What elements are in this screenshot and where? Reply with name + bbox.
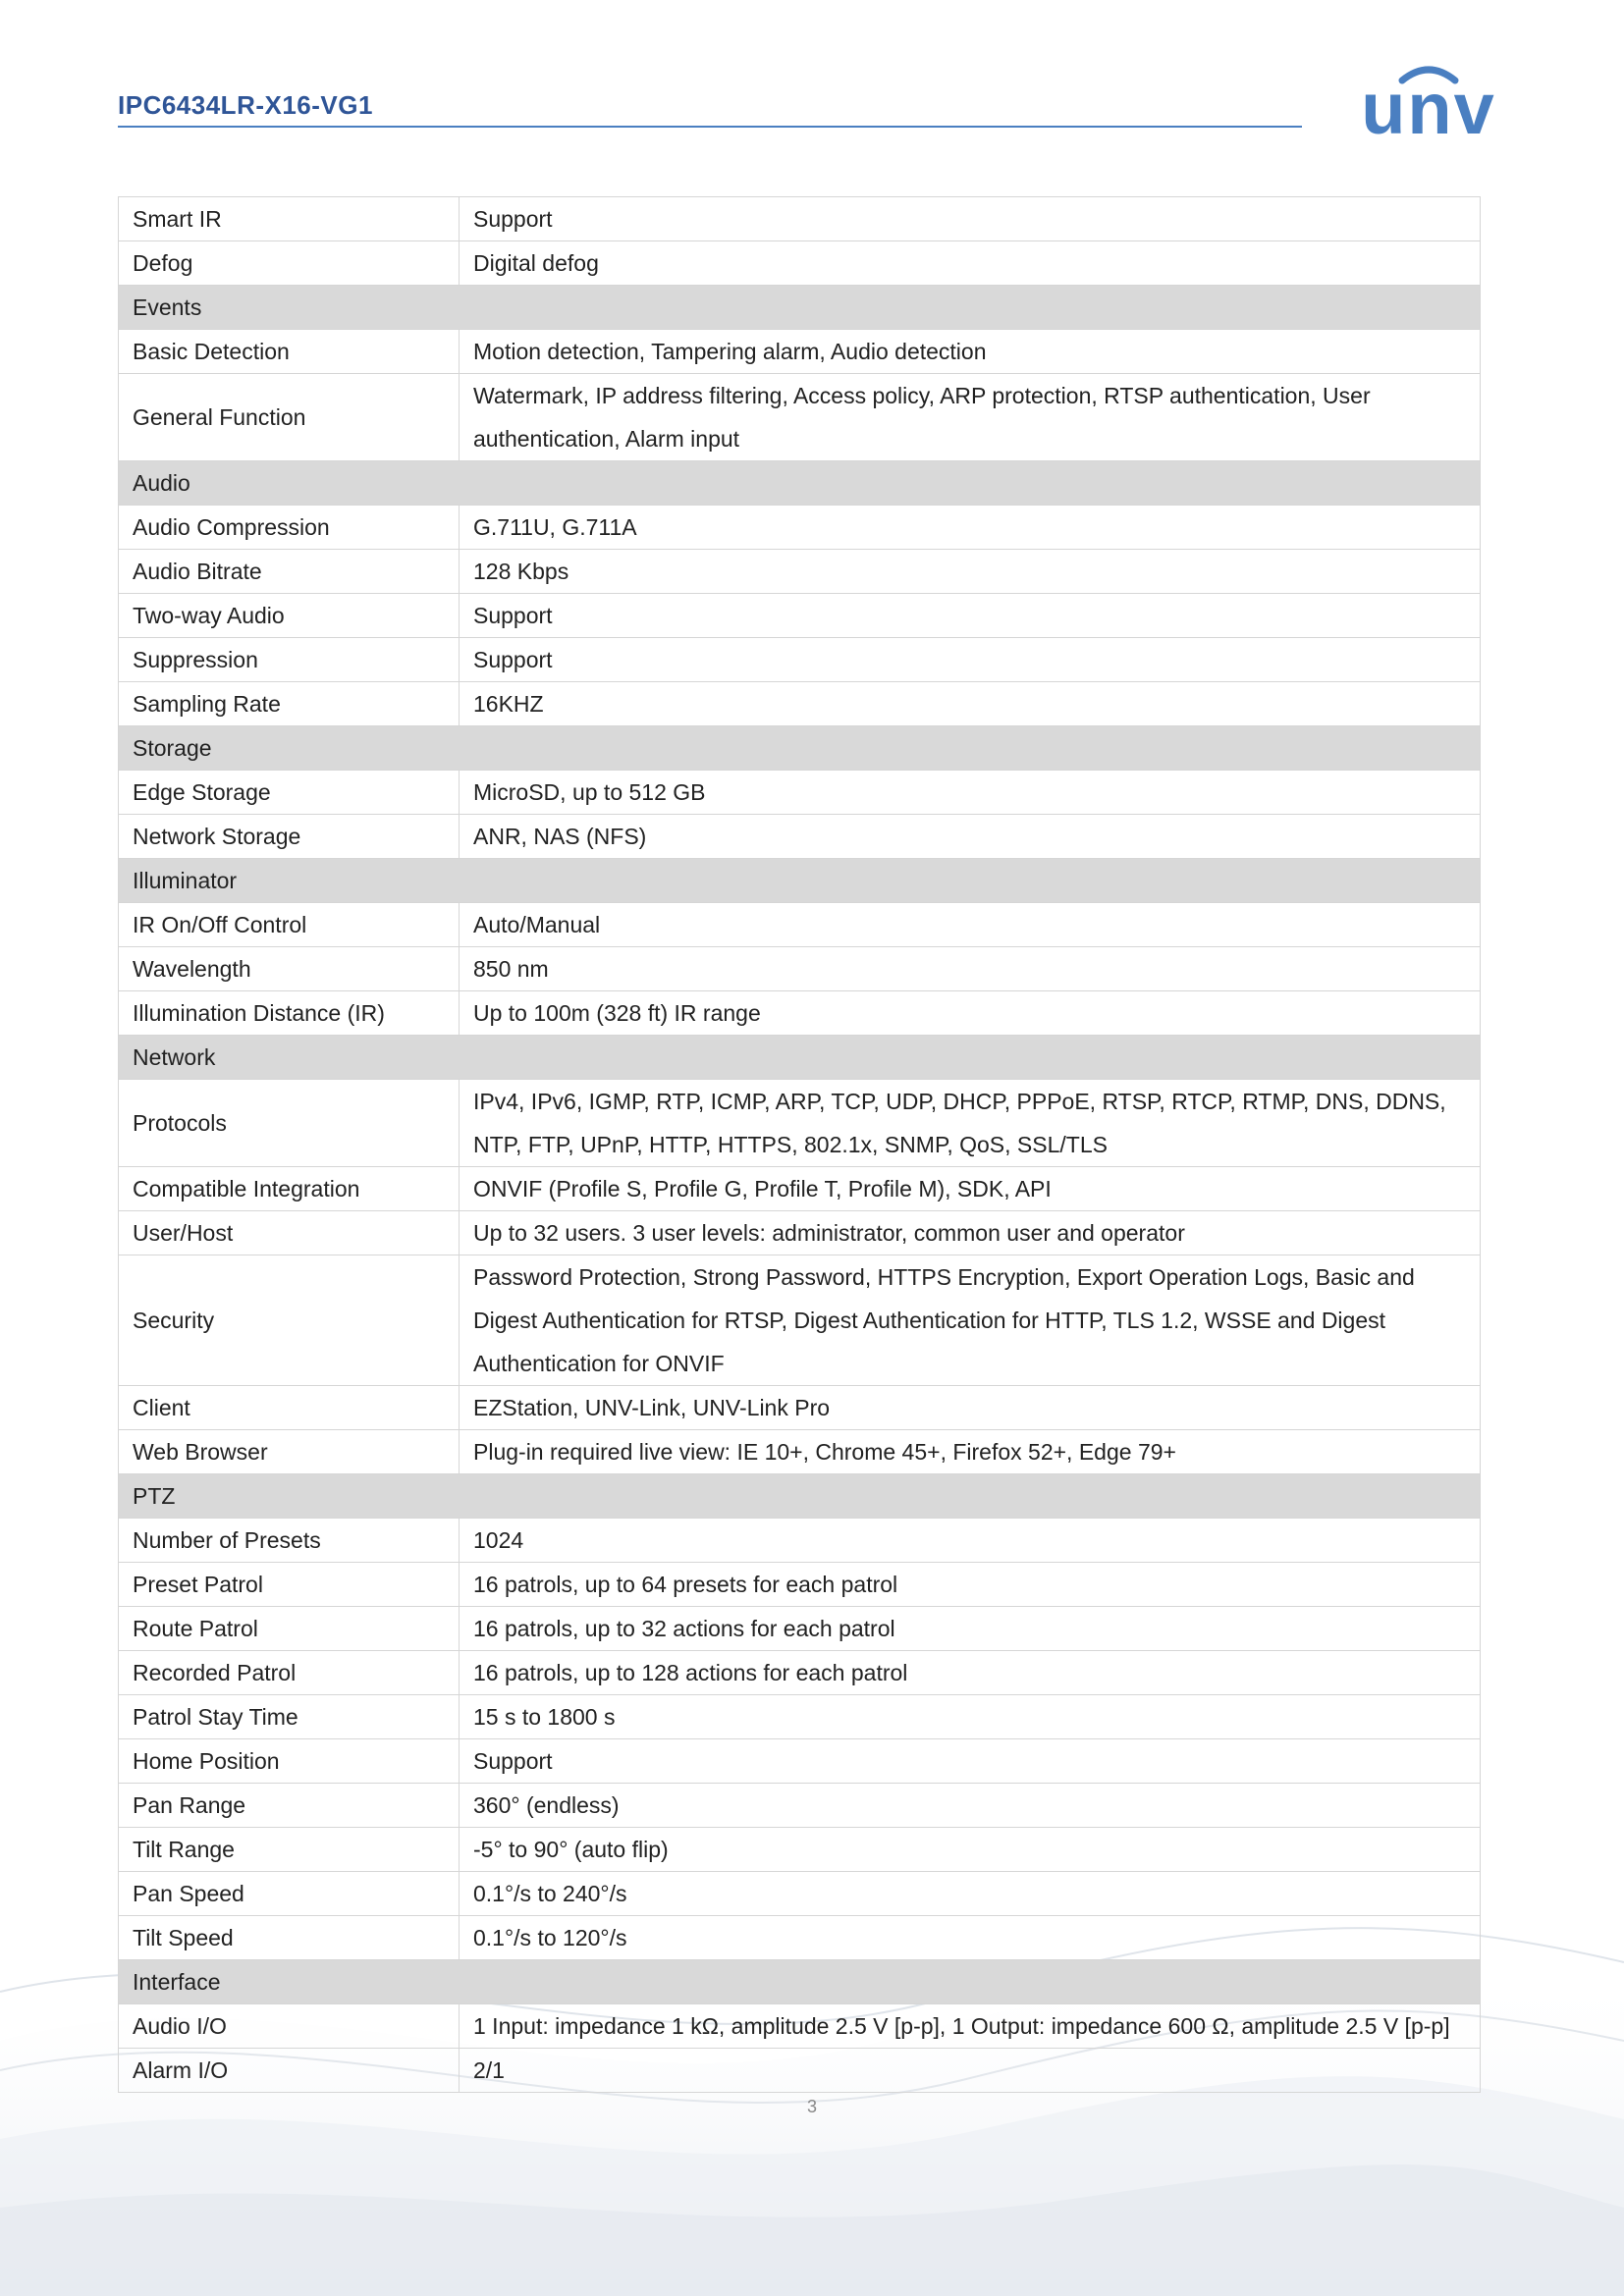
spec-value: 128 Kbps [460,550,1481,594]
table-row [119,1211,1481,1255]
spec-label: Wavelength [119,947,460,991]
spec-value: Auto/Manual [460,903,1481,947]
table-row [119,197,1481,241]
table-row [119,1784,1481,1828]
table-row [119,374,1481,461]
spec-label: Preset Patrol [119,1563,460,1607]
section-header-row [119,286,1481,330]
spec-value: -5° to 90° (auto flip) [460,1828,1481,1872]
spec-label: Basic Detection [119,330,460,374]
spec-label: Edge Storage [119,771,460,815]
spec-label: Audio Bitrate [119,550,460,594]
spec-label: Tilt Range [119,1828,460,1872]
section-header: Interface [119,1960,1481,2004]
spec-label: Web Browser [119,1430,460,1474]
spec-label: Pan Range [119,1784,460,1828]
table-row [119,682,1481,726]
spec-value: Motion detection, Tampering alarm, Audio detection [460,330,1481,374]
spec-label: Audio Compression [119,506,460,550]
spec-value: Watermark, IP address filtering, Access policy, ARP protection, RTSP authentication, User authentication, Alarm input [460,374,1481,461]
section-header: Illuminator [119,859,1481,903]
spec-label: IR On/Off Control [119,903,460,947]
section-header-row [119,859,1481,903]
spec-label: Defog [119,241,460,286]
table-row [119,1695,1481,1739]
table-row [119,1167,1481,1211]
spec-label: Suppression [119,638,460,682]
section-header-row [119,1474,1481,1519]
spec-value: Support [460,638,1481,682]
spec-value: Support [460,197,1481,241]
section-header-row [119,726,1481,771]
spec-value: 16 patrols, up to 64 presets for each patrol [460,1563,1481,1607]
spec-value: 0.1°/s to 120°/s [460,1916,1481,1960]
table-row [119,550,1481,594]
table-row [119,330,1481,374]
section-header: PTZ [119,1474,1481,1519]
spec-value: Up to 32 users. 3 user levels: administrator, common user and operator [460,1211,1481,1255]
spec-value: 360° (endless) [460,1784,1481,1828]
spec-value: MicroSD, up to 512 GB [460,771,1481,815]
section-header-row [119,1960,1481,2004]
spec-value: ANR, NAS (NFS) [460,815,1481,859]
spec-value: 15 s to 1800 s [460,1695,1481,1739]
spec-label: Security [119,1255,460,1386]
table-row [119,638,1481,682]
table-row [119,506,1481,550]
table-row [119,1828,1481,1872]
section-header: Storage [119,726,1481,771]
spec-value: Digital defog [460,241,1481,286]
spec-value: 850 nm [460,947,1481,991]
spec-label: Alarm I/O [119,2049,460,2093]
table-row [119,1739,1481,1784]
spec-value: G.711U, G.711A [460,506,1481,550]
table-row [119,991,1481,1036]
spec-label: Protocols [119,1080,460,1167]
spec-label: Smart IR [119,197,460,241]
spec-value: Support [460,594,1481,638]
header-divider [118,126,1302,128]
spec-label: Home Position [119,1739,460,1784]
section-header-row [119,1036,1481,1080]
table-row [119,1607,1481,1651]
spec-label: Compatible Integration [119,1167,460,1211]
spec-label: Two-way Audio [119,594,460,638]
table-row [119,1255,1481,1386]
spec-label: Tilt Speed [119,1916,460,1960]
spec-value: 1 Input: impedance 1 kΩ, amplitude 2.5 V [p-p], 1 Output: impedance 600 Ω, amplitude 2.5 V [p-p] [460,2004,1481,2049]
spec-value: Support [460,1739,1481,1784]
spec-value: 0.1°/s to 240°/s [460,1872,1481,1916]
spec-value: Plug-in required live view: IE 10+, Chrome 45+, Firefox 52+, Edge 79+ [460,1430,1481,1474]
table-row [119,1430,1481,1474]
spec-value: EZStation, UNV-Link, UNV-Link Pro [460,1386,1481,1430]
spec-label: User/Host [119,1211,460,1255]
spec-label: Number of Presets [119,1519,460,1563]
spec-label: Audio I/O [119,2004,460,2049]
table-row [119,1563,1481,1607]
spec-table [118,196,1481,2093]
spec-value: IPv4, IPv6, IGMP, RTP, ICMP, ARP, TCP, UDP, DHCP, PPPoE, RTSP, RTCP, RTMP, DNS, DDNS, NTP, FTP, UPnP, HTTP, HTTPS, 802.1x, SNMP, QoS, SSL/TLS [460,1080,1481,1167]
spec-value: 1024 [460,1519,1481,1563]
table-row [119,1651,1481,1695]
table-row [119,241,1481,286]
spec-value: 16 patrols, up to 32 actions for each patrol [460,1607,1481,1651]
spec-label: Recorded Patrol [119,1651,460,1695]
spec-value: ONVIF (Profile S, Profile G, Profile T, Profile M), SDK, API [460,1167,1481,1211]
table-row [119,1916,1481,1960]
spec-label: Patrol Stay Time [119,1695,460,1739]
table-row [119,594,1481,638]
unv-logo-icon [1345,55,1512,139]
table-row [119,1080,1481,1167]
page-number: 3 [806,2097,817,2116]
spec-label: Network Storage [119,815,460,859]
spec-label: General Function [119,374,460,461]
table-row [119,1872,1481,1916]
page-header [118,0,1508,137]
model-title: IPC6434LR-X16-VG1 [118,90,373,120]
spec-label: Pan Speed [119,1872,460,1916]
spec-label: Route Patrol [119,1607,460,1651]
table-row [119,903,1481,947]
table-row [119,947,1481,991]
table-row [119,2004,1481,2049]
spec-value: Up to 100m (328 ft) IR range [460,991,1481,1036]
section-header: Audio [119,461,1481,506]
spec-label: Client [119,1386,460,1430]
spec-value: 16 patrols, up to 128 actions for each patrol [460,1651,1481,1695]
spec-value: 2/1 [460,2049,1481,2093]
table-row [119,1386,1481,1430]
table-row [119,2049,1481,2093]
table-row [119,1519,1481,1563]
section-header: Events [119,286,1481,330]
spec-label: Illumination Distance (IR) [119,991,460,1036]
svg-text:unv: unv [1361,68,1496,139]
table-row [119,815,1481,859]
section-header-row [119,461,1481,506]
spec-label: Sampling Rate [119,682,460,726]
spec-value: 16KHZ [460,682,1481,726]
section-header: Network [119,1036,1481,1080]
spec-value: Password Protection, Strong Password, HTTPS Encryption, Export Operation Logs, Basic and Digest Authentication for RTSP, Digest Authentication for HTTP, TLS 1.2, WSSE and Digest Authentication for ONVIF [460,1255,1481,1386]
table-row [119,771,1481,815]
